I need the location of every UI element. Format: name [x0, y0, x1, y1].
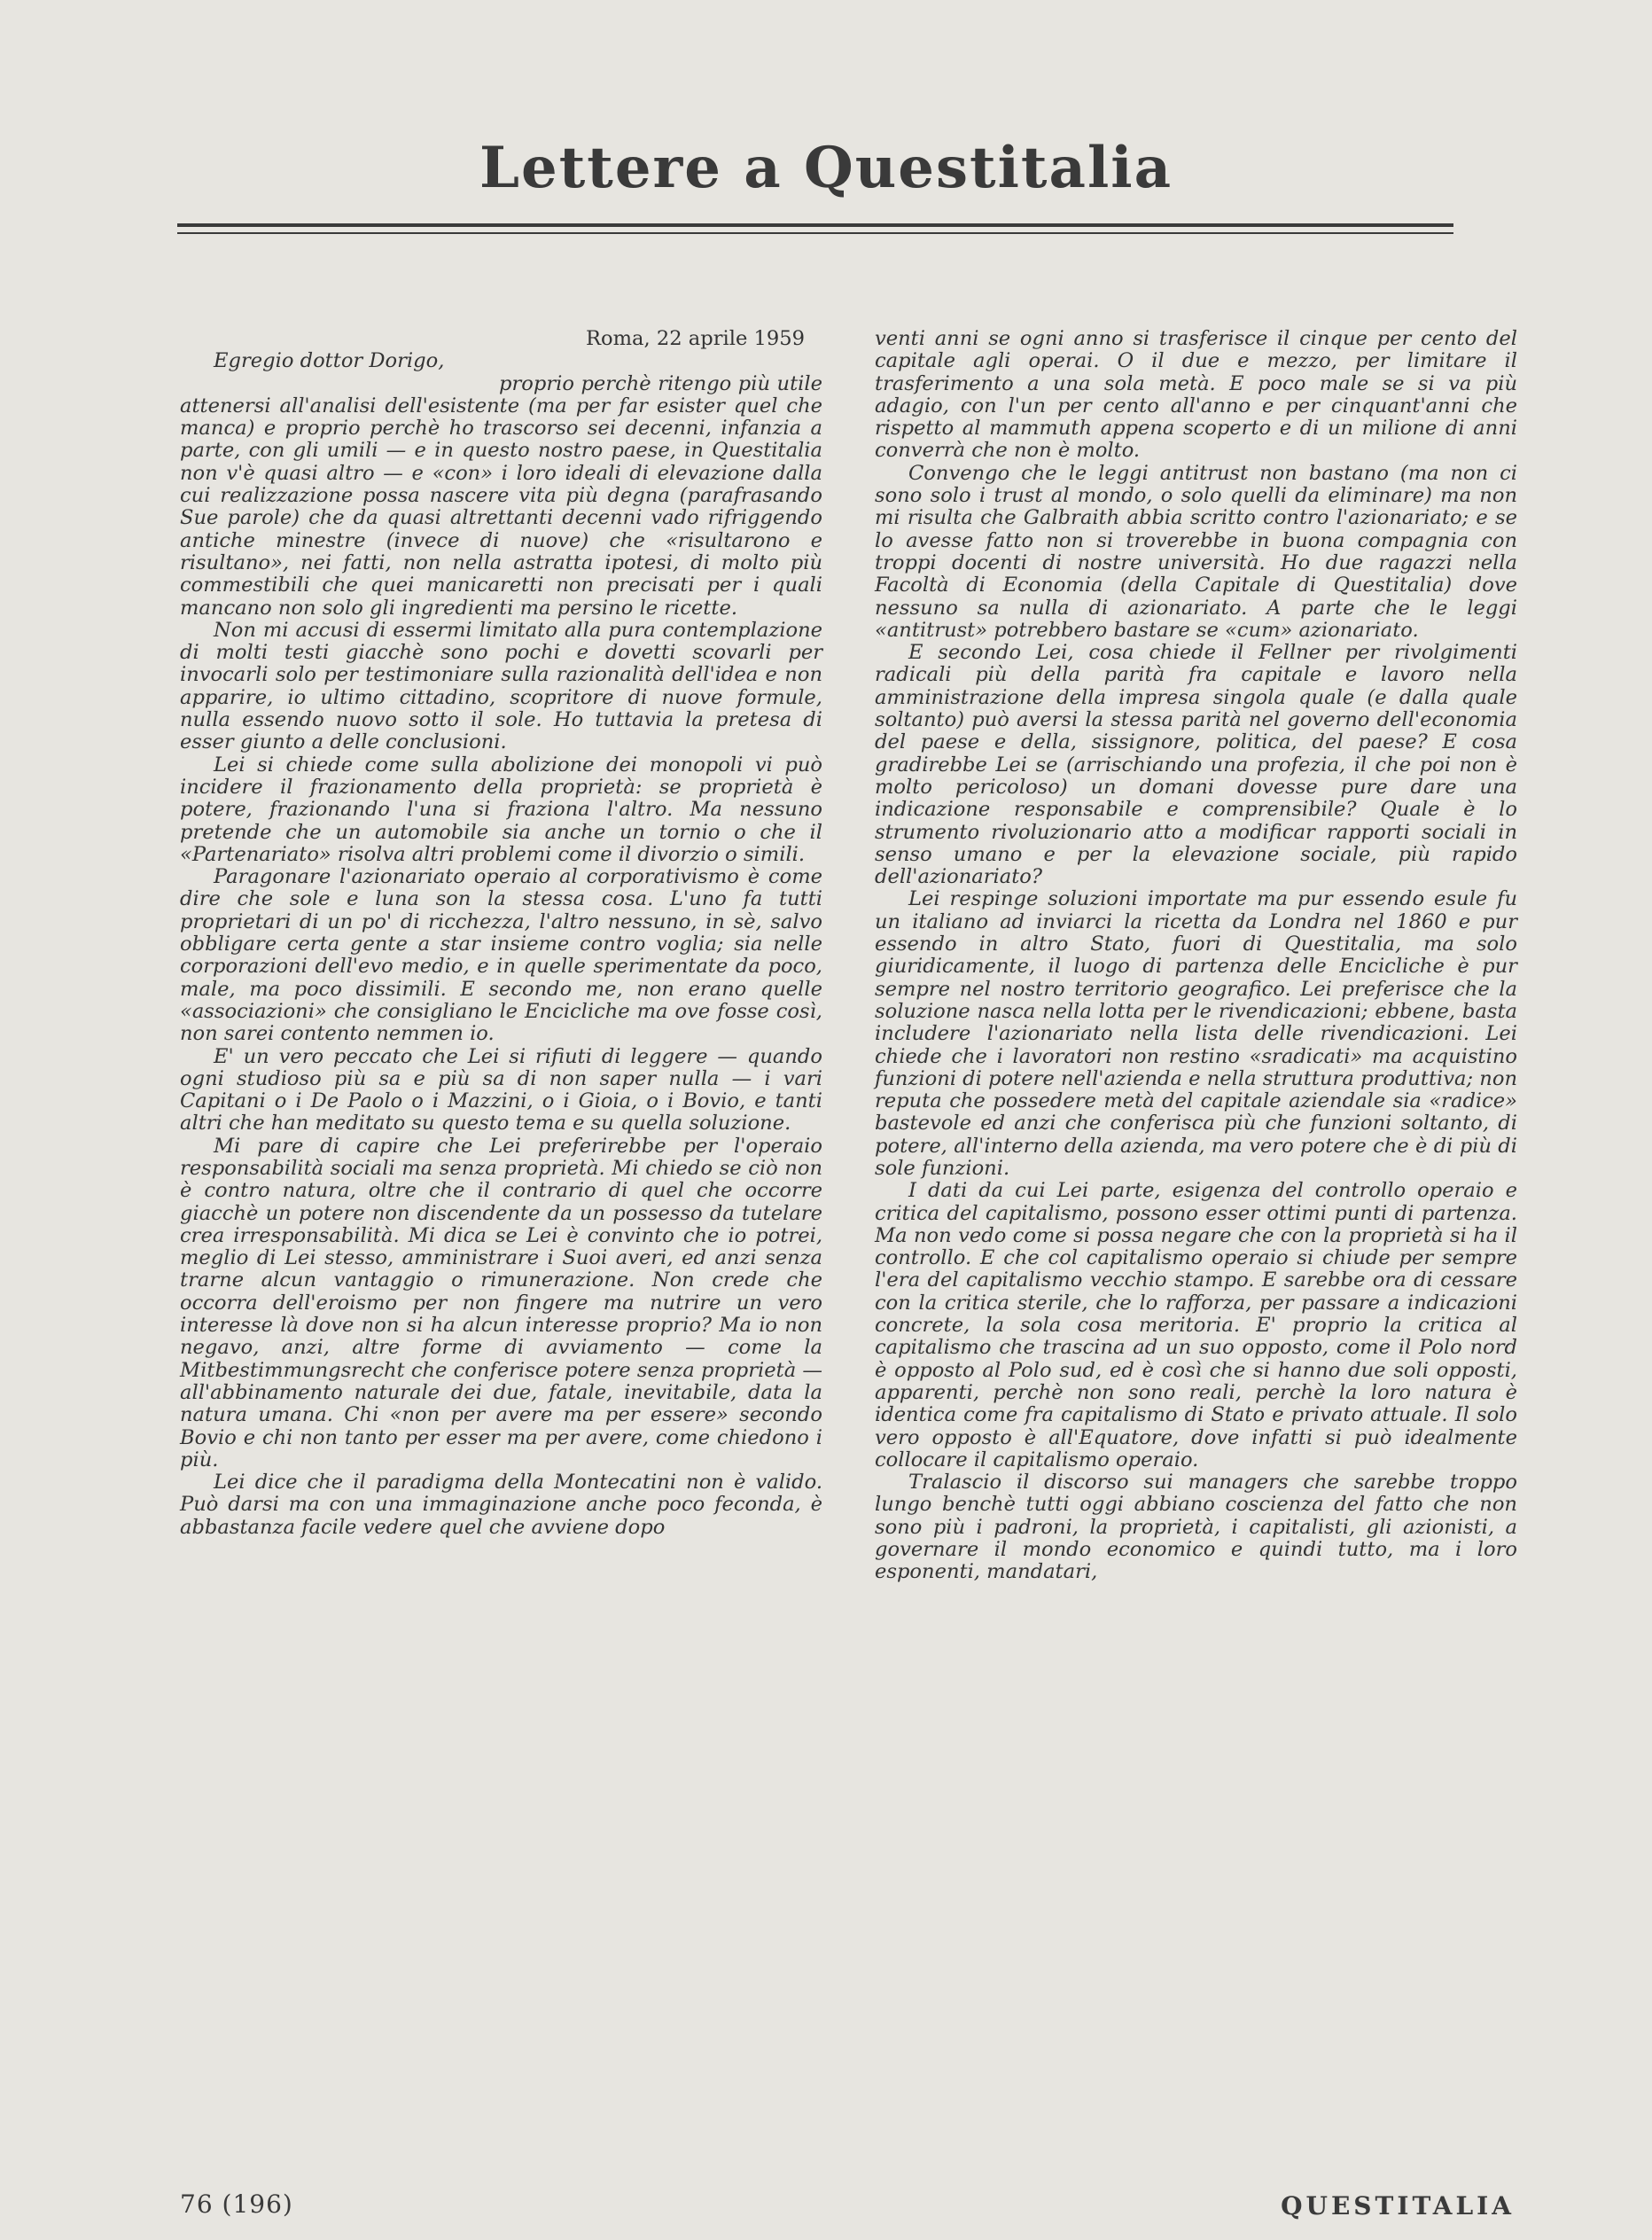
title-rule-thick	[177, 223, 1453, 227]
salutation: Egregio dottor Dorigo,	[214, 349, 445, 373]
page-number: 76 (196)	[180, 2189, 293, 2219]
paragraph: Non mi accusi di essermi limitato alla pura contemplazione di molti testi giacchè sono pochi e dovetti scovarli per invocarli solo per testimoniare sulla razionalità dell'idea e non apparire, io ultimo cittadino, scopritore di nuove formule, nulla essendo nuovo sotto il sole. Ho tuttavia la pretesa di esser giunto a delle conclusioni.	[180, 618, 822, 754]
left-column	[180, 328, 822, 1539]
paragraph: Convengo che le leggi antitrust non bastano (ma non ci sono solo i trust al mondo, o solo quelli da eliminare) ma non mi risulta che Galbraith abbia scritto contro l'azionariato; e se lo avesse fatto non si troverebbe in buona compagnia con troppi docenti di nostre università. Ho due ragazzi nella Facoltà di Economia (della Capitale di Questitalia) dove nessuno sa nulla di azionariato. A parte che le leggi «antitrust» potrebbero bastare se «cum» azionariato.	[875, 461, 1517, 642]
page-title: Lettere a Questitalia	[479, 135, 1173, 201]
title-rule-thin	[177, 232, 1453, 234]
paragraph: E' un vero peccato che Lei si rifiuti di leggere — quando ogni studioso più sa e più sa di non saper nulla — i vari Capitani o i De Paolo o i Mazzini, o i Gioia, o i Bovio, e tanti altri che han meditato su questo tema e su quella soluzione.	[180, 1044, 822, 1136]
paragraph: Mi pare di capire che Lei preferirebbe per l'operaio responsabilità sociali ma senza proprietà. Mi chiedo se ciò non è contro natura, oltre che il contrario di quel che occorre giacchè un potere non discendente da un possesso da tutelare crea irresponsabilità. Mi dica se Lei è convinto che io potrei, meglio di Lei stesso, amministrare i Suoi averi, ed anzi senza trarne alcun vantaggio o rimunerazione. Non crede che occorra dell'eroismo per non fingere ma nutrire un vero interesse là dove non si ha alcun interesse proprio? Ma io non negavo, anzi, altre forme di avviamento — come la Mitbestimmungsrecht che conferisce potere senza proprietà — all'abbinamento naturale dei due, fatale, inevitabile, data la natura umana. Chi «non per avere ma per essere» secondo Bovio e chi non tanto per esser ma per avere, come chiedono i più.	[180, 1134, 822, 1471]
paragraph: Lei respinge soluzioni importate ma pur essendo esule fu un italiano ad inviarci la ricetta da Londra nel 1860 e pur essendo in altro Stato, fuori di Questitalia, ma solo giuridicamente, il luogo di partenza delle Encicliche è pur sempre nel nostro territorio geografico. Lei preferisce che la soluzione nasca nella lotta per le rivendicazioni; ebbene, basta includere l'azionariato nella lista delle rivendicazioni. Lei chiede che i lavoratori non restino «sradicati» ma acquistino funzioni di potere nell'azienda e nella struttura produttiva; non reputa che possedere metà del capitale aziendale sia «radice» bastevole ed anzi che conferisca più che funzioni soltanto, di potere, all'interno della azienda, ma vero potere che è di più di sole funzioni.	[875, 887, 1517, 1180]
paragraph: Tralascio il discorso sui managers che sarebbe troppo lungo benchè tutti oggi abbiano coscienza del fatto che non sono più i padroni, la proprietà, i capitalisti, gli azionisti, a governare il mondo economico e quindi tutto, ma i loro esponenti, mandatari,	[875, 1471, 1517, 1584]
journal-name: QUESTITALIA	[1281, 2191, 1515, 2220]
dateline: Roma, 22 aprile 1959	[585, 327, 805, 350]
paragraph: E secondo Lei, cosa chiede il Fellner per rivolgimenti radicali più della parità fra capitale e lavoro nella amministrazione della impresa singola quale (e dalla quale soltanto) può aversi la stessa parità nel governo dell'economia del paese e della, sissignore, politica, del paese? E cosa gradirebbe Lei se (arrischiando una profezia, il che poi non è molto pericoloso) un domani dovesse pure dare una indicazione responsabile e comprensibile? Quale è lo strumento rivoluzionario atto a modificar rapporti sociali in senso umano e per la elevazione sociale, più rapido dell'azionariato?	[875, 641, 1517, 889]
right-column	[875, 328, 1517, 1584]
paragraph: venti anni se ogni anno si trasferisce il cinque per cento del capitale agli operai. O il due e mezzo, per limitare il trasferimento a una sola metà. E poco male se si va più adagio, con l'un per cento all'anno e per cinquant'anni che rispetto al mammuth appena scoperto e di un milione di anni converrà che non è molto.	[875, 327, 1517, 463]
paragraph: Paragonare l'azionariato operaio al corporativismo è come dire che sole e luna son la stessa cosa. L'uno fa tutti proprietari di un po' di ricchezza, l'altro nessuno, in sè, salvo obbligare certa gente a star insieme contro voglia; sia nelle corporazioni dell'evo medio, e in quelle sperimentate da poco, male, ma poco dissimili. E secondo me, non erano quelle «associazioni» che consigliano le Encicliche ma ove fosse così, non sarei contento nemmen io.	[180, 865, 822, 1046]
paragraph: proprio perchè ritengo più utile attenersi all'analisi dell'esistente (ma per far esister quel che manca) e proprio perchè ho trascorso sei decenni, infanzia a parte, con gli umili — e in questo nostro paese, in Questitalia non v'è quasi altro — e «con» i loro ideali di elevazione dalla cui realizzazione possa nascere vita più degna (parafrasando Sue parole) che da quasi altrettanti decenni vado rifriggendo antiche minestre (invece di nuove) che «risultarono e risultano», nei fatti, non nella astratta ipotesi, di molto più commestibili che quei manicaretti non precisati per i quali mancano non solo gli ingredienti ma persino le ricette.	[180, 371, 822, 620]
paragraph: Lei si chiede come sulla abolizione dei monopoli vi può incidere il frazionamento della proprietà: se proprietà è potere, frazionando l'una si fraziona l'altro. Ma nessuno pretende che un automobile sia anche un tornio o che il «Partenariato» risolva altri problemi come il divorzio o simili.	[180, 753, 822, 866]
paragraph: I dati da cui Lei parte, esigenza del controllo operaio e critica del capitalismo, possono esser ottimi punti di partenza. Ma non vedo come si possa negare che con la proprietà si ha il controllo. E che col capitalismo operaio si chiude per sempre l'era del capitalismo vecchio stampo. E sarebbe ora di cessare con la critica sterile, che lo rafforza, per passare a indicazioni concrete, la sola cosa meritoria. E' proprio la critica al capitalismo che trascina ad un suo opposto, come il Polo nord è opposto al Polo sud, ed è così che si hanno due soli opposti, apparenti, perchè non sono reali, perchè la loro natura è identica come fra capitalismo di Stato e privato attuale. Il solo vero opposto è all'Equatore, dove infatti si può idealmente collocare il capitalismo operaio.	[875, 1179, 1517, 1471]
paragraph: Lei dice che il paradigma della Montecatini non è valido. Può darsi ma con una immaginazione anche poco feconda, è abbastanza facile vedere quel che avviene dopo	[180, 1471, 822, 1539]
